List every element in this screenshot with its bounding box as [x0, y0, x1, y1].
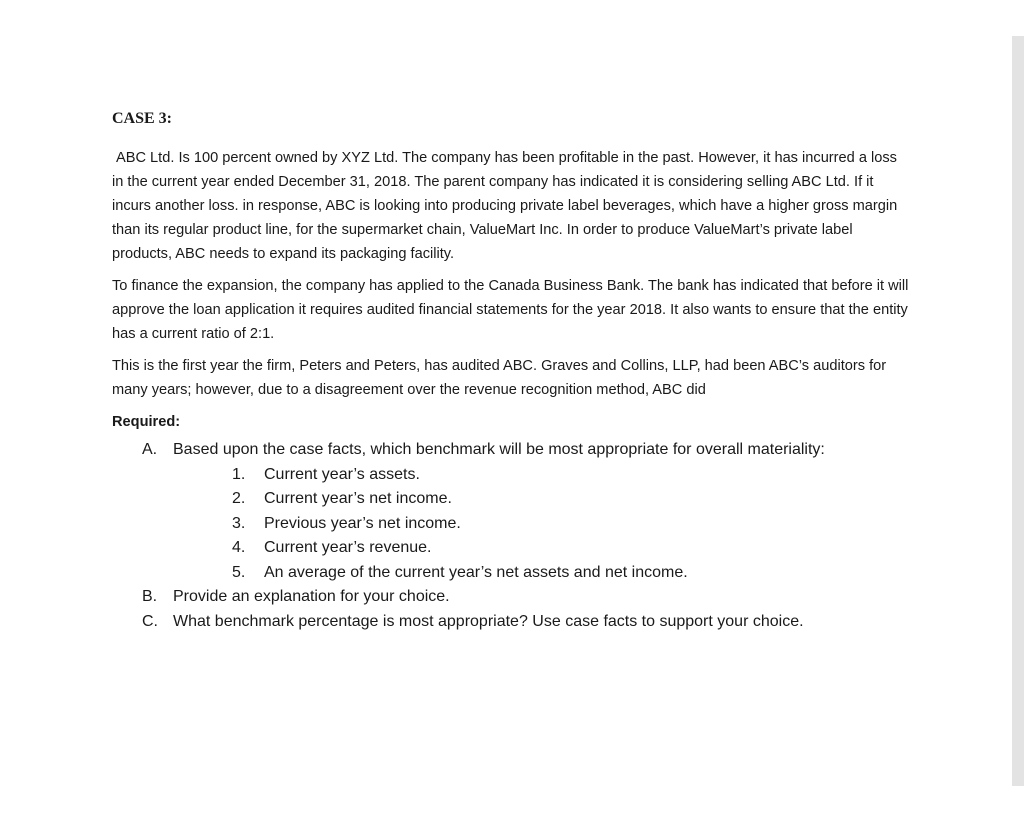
option-marker: 2. [232, 490, 246, 507]
question-b [112, 585, 912, 610]
required-heading: Required: [112, 414, 181, 430]
option-text: Current year’s assets. [264, 465, 420, 483]
option-marker: 5. [232, 563, 246, 581]
option-marker: 3. [232, 514, 246, 532]
option-item [173, 463, 912, 488]
document-page [112, 109, 912, 634]
option-marker: 1. [232, 465, 246, 483]
paragraph-auditors: This is the first year the firm, Peters and Peters, has audited ABC. Graves and Collins, LLP, had been ABC’s auditors for many years; however, due to a disagreement over the revenue recognition method, ABC did [112, 358, 887, 398]
scrollbar-track[interactable] [1012, 36, 1024, 786]
option-text: Current year’s net income. [264, 490, 452, 507]
question-text: What benchmark percentage is most appropriate? Use case facts to support your choice. [173, 612, 804, 630]
case-title: CASE 3: [112, 110, 173, 127]
paragraph-financing: To finance the expansion, the company has applied to the Canada Business Bank. The bank has indicated that before it will approve the loan application it requires audited financial statements for the year 2018. It also wants to ensure that the entity has a current ratio of 2:1. [112, 278, 909, 342]
options-list [173, 463, 912, 586]
option-text: Current year’s revenue. [264, 539, 432, 556]
question-marker: C. [142, 612, 158, 630]
question-marker: A. [142, 441, 158, 458]
option-text: Previous year’s net income. [264, 514, 461, 532]
question-a [112, 438, 912, 585]
question-text: Based upon the case facts, which benchmark will be most appropriate for overall materiality: [173, 441, 825, 458]
question-c [112, 610, 912, 635]
option-text: An average of the current year’s net assets and net income. [264, 563, 688, 581]
questions-list [112, 438, 912, 634]
option-item [173, 487, 912, 512]
option-marker: 4. [232, 539, 246, 556]
option-item [173, 512, 912, 537]
option-item [173, 561, 912, 586]
question-marker: B. [142, 588, 158, 605]
option-item [173, 536, 912, 561]
question-text: Provide an explanation for your choice. [173, 588, 450, 605]
paragraph-background: ABC Ltd. Is 100 percent owned by XYZ Ltd. The company has been profitable in the past. However, it has incurred a loss in the current year ended December 31, 2018. The parent company has indicated it is considering selling ABC Ltd. If it incurs another loss. in response, ABC is looking into producing private label beverages, which have a higher gross margin than its regular product line, for the supermarket chain, ValueMart Inc. In order to produce ValueMart’s private label products, ABC needs to expand its packaging facility. [112, 150, 898, 262]
